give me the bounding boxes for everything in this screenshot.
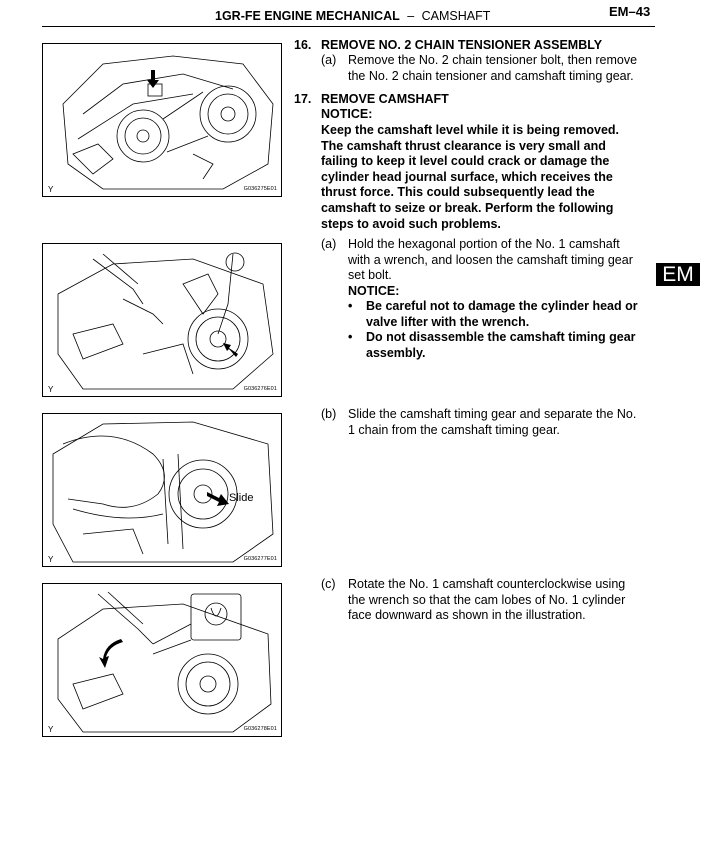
figure-rotate-camshaft: [42, 583, 282, 737]
text-line: cylinder head journal surface, which receives the: [321, 169, 613, 184]
header-section: 1GR-FE ENGINE MECHANICAL: [215, 9, 400, 23]
step-16-title: REMOVE NO. 2 CHAIN TENSIONER ASSEMBLY: [321, 38, 603, 52]
notice-text: [321, 123, 653, 232]
figure-code: G036276E01: [243, 386, 277, 392]
figure-hold-camshaft: [42, 243, 282, 397]
header-rule: [42, 26, 655, 27]
text-line: the wrench so that the cam lobes of No. 1 cylinder: [348, 592, 626, 607]
figure-code: G036275E01: [243, 186, 277, 192]
header-subsection: CAMSHAFT: [421, 9, 491, 23]
step-17-title: REMOVE CAMSHAFT: [321, 92, 449, 106]
text-line: valve lifter with the wrench.: [366, 314, 530, 329]
page-number: EM–43: [609, 4, 651, 19]
figure-slide-gear: [42, 413, 282, 567]
orientation-label: Y: [48, 725, 54, 734]
text-line: 1 chain from the camshaft timing gear.: [348, 422, 560, 437]
orientation-label: Y: [48, 385, 54, 394]
text-line: with a wrench, and loosen the camshaft timing gear: [348, 252, 633, 267]
step-16-number: 16.: [294, 38, 312, 52]
bullet-marker: •: [348, 330, 353, 344]
text-line: Slide the camshaft timing gear and separate the No.: [348, 407, 637, 421]
header-title: [215, 9, 490, 23]
text-line: The camshaft thrust clearance is very small and: [321, 138, 606, 153]
step-17b-body: [348, 407, 636, 438]
step-17c-letter: (c): [321, 577, 336, 591]
text-line: the No. 2 chain tensioner and camshaft timing gear.: [348, 68, 634, 83]
callout-slide: Slide: [229, 492, 254, 504]
text-line: Remove the No. 2 chain tensioner bolt, then remove: [348, 53, 638, 67]
text-line: set bolt.: [348, 268, 392, 283]
sub-notice-label: NOTICE:: [348, 283, 400, 298]
text-line: Rotate the No. 1 camshaft counterclockwise using: [348, 577, 626, 591]
figure-code: G036277E01: [243, 556, 277, 562]
text-line: steps to avoid such problems.: [321, 216, 501, 231]
engine-illustration: [43, 584, 281, 736]
text-line: Be careful not to damage the cylinder head or: [366, 299, 638, 313]
text-line: Keep the camshaft level while it is being removed.: [321, 123, 620, 137]
bullet-marker: •: [348, 299, 353, 313]
bullet-item: [366, 330, 636, 361]
engine-illustration: [43, 44, 281, 196]
step-17-number: 17.: [294, 92, 312, 106]
step-17a-body: [348, 237, 633, 299]
step-16a-letter: (a): [321, 53, 337, 67]
section-tab: EM: [656, 263, 700, 286]
step-17a-letter: (a): [321, 237, 337, 251]
text-line: face downward as shown in the illustration.: [348, 608, 586, 623]
orientation-label: Y: [48, 185, 54, 194]
text-line: Hold the hexagonal portion of the No. 1 camshaft: [348, 237, 620, 251]
text-line: thrust force. This could subsequently lead the: [321, 185, 595, 200]
figure-chain-tensioner: [42, 43, 282, 197]
orientation-label: Y: [48, 555, 54, 564]
notice-label: NOTICE:: [321, 107, 373, 121]
bullet-item: [366, 299, 638, 330]
figure-code: G036278E01: [243, 726, 277, 732]
step-17b-letter: (b): [321, 407, 337, 421]
text-line: assembly.: [366, 345, 426, 360]
engine-illustration: [43, 244, 281, 396]
header-separator: –: [407, 9, 415, 23]
engine-illustration: [43, 414, 281, 566]
step-17c-body: [348, 577, 625, 624]
step-16a-body: [348, 53, 637, 84]
text-line: Do not disassemble the camshaft timing gear: [366, 330, 636, 344]
text-line: failing to keep it level could crack or damage the: [321, 154, 610, 169]
text-line: camshaft to seize or break. Perform the following: [321, 200, 614, 215]
